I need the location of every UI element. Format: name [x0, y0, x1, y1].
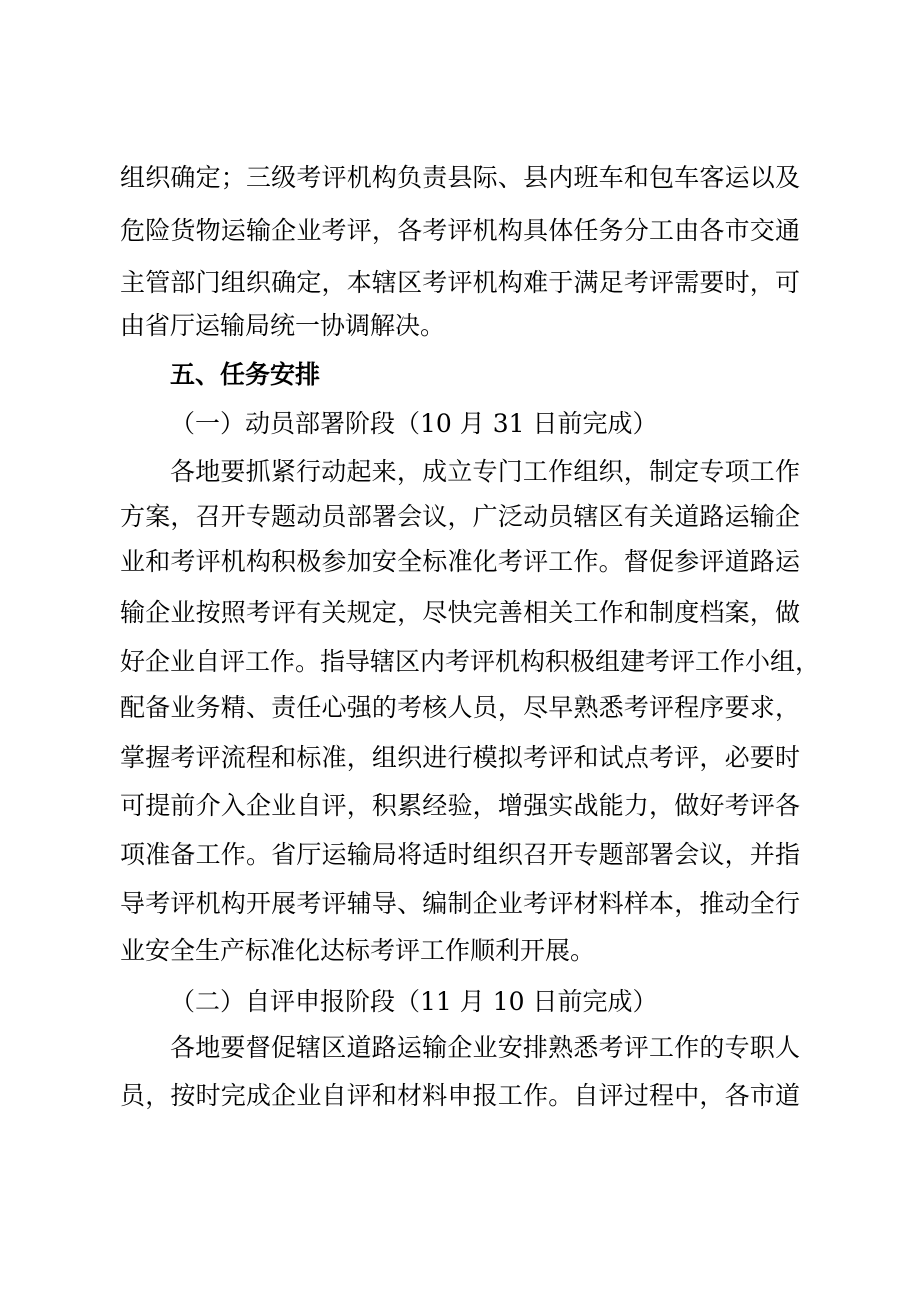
- text-line: 组织确定；三级考评机构负责县际、县内班车和包车客运以及: [120, 163, 800, 192]
- text-line: 好企业自评工作。指导辖区内考评机构积极组建考评工作小组，: [120, 647, 821, 676]
- text-line: 主管部门组织确定，本辖区考评机构难于满足考评需要时，可: [120, 268, 800, 297]
- text-line: 导考评机构开展考评辅导、编制企业考评材料样本，推动全行: [120, 889, 800, 918]
- text-line: 业和考评机构积极参加安全标准化考评工作。督促参评道路运: [120, 547, 800, 576]
- text-line: 配备业务精、责任心强的考核人员，尽早熟悉考评程序要求，: [120, 693, 800, 722]
- text-line: 可提前介入企业自评，积累经验，增强实战能力，做好考评各: [120, 791, 800, 820]
- text-line: 由省厅运输局统一协调解决。: [120, 311, 446, 340]
- text-line: 各地要抓紧行动起来，成立专门工作组织，制定专项工作: [170, 457, 800, 486]
- text-line: 项准备工作。省厅运输局将适时组织召开专题部署会议，并指: [120, 840, 800, 869]
- text-line: 输企业按照考评有关规定，尽快完善相关工作和制度档案，做: [120, 598, 800, 627]
- text-line: 方案，召开专题动员部署会议，广泛动员辖区有关道路运输企: [120, 502, 800, 531]
- text-line: 危险货物运输企业考评，各考评机构具体任务分工由各市交通: [120, 216, 800, 245]
- subsection-heading: （二）自评申报阶段（11 月 10 日前完成）: [170, 987, 658, 1016]
- section-heading: 五、任务安排: [170, 360, 321, 389]
- text-line: 员，按时完成企业自评和材料申报工作。自评过程中，各市道: [120, 1081, 800, 1110]
- text-line: 各地要督促辖区道路运输企业安排熟悉考评工作的专职人: [170, 1033, 800, 1062]
- subsection-heading: （一）动员部署阶段（10 月 31 日前完成）: [170, 409, 658, 438]
- text-line: 业安全生产标准化达标考评工作顺利开展。: [120, 936, 596, 965]
- text-line: 掌握考评流程和标准，组织进行模拟考评和试点考评，必要时: [120, 743, 800, 772]
